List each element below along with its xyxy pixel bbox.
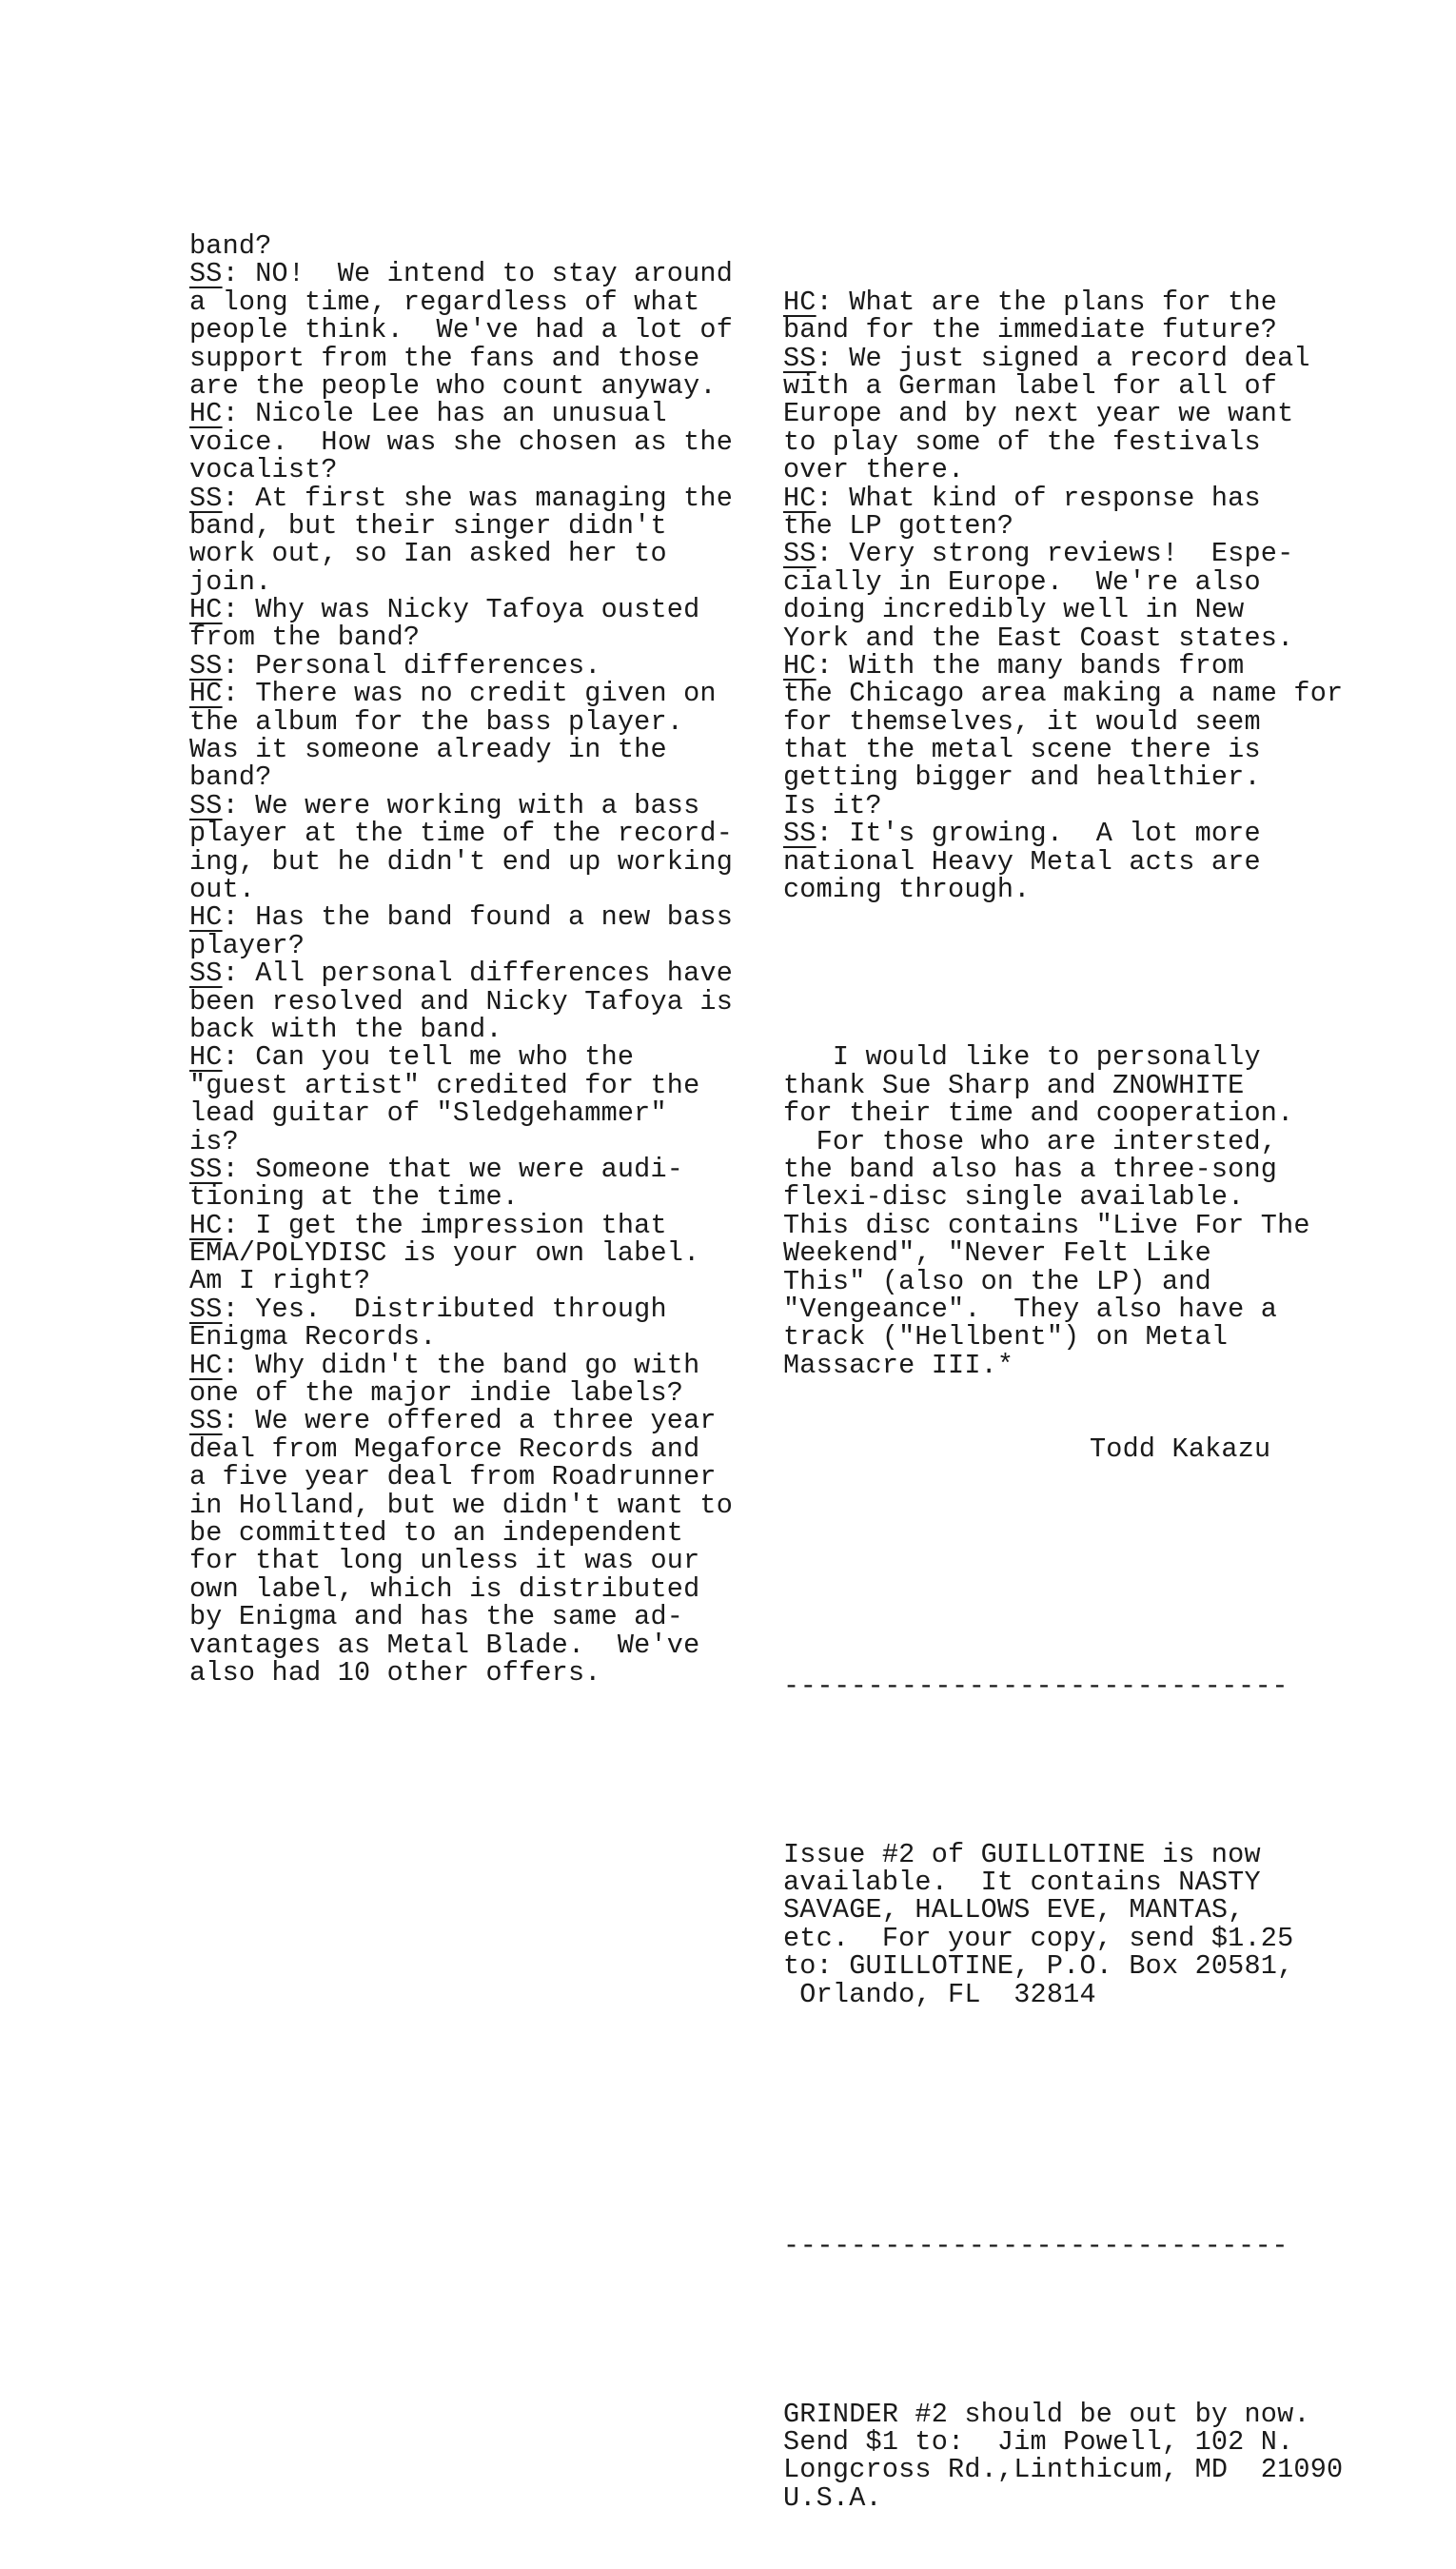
line-text: Enigma Records. (189, 1321, 437, 1354)
speaker-tag: HC (783, 286, 817, 318)
text-line (189, 565, 760, 598)
line-text: also had 10 other offers. (189, 1656, 601, 1689)
line-text: the LP gotten? (783, 509, 1014, 542)
text-line (189, 1572, 760, 1605)
closing-line: "Vengeance". They also have a (783, 1293, 1278, 1325)
line-text: coming through. (783, 874, 1031, 906)
text-line (189, 678, 760, 710)
line-text: : It's growing. A lot more (816, 818, 1261, 850)
text-line (189, 1435, 760, 1463)
line-text: been resolved and Nicky Tafoya is (189, 985, 733, 1018)
speaker-tag: HC (189, 1349, 223, 1381)
text-line (189, 1463, 760, 1491)
closing-line: This disc contains "Live For The (783, 1209, 1310, 1241)
line-text: a long time, regardless of what (189, 286, 700, 318)
text-line (189, 818, 760, 850)
closing-line: flexi-disc single available. (783, 1181, 1245, 1214)
grinder-ad (783, 2398, 1373, 2514)
speaker-tag: HC (189, 398, 223, 430)
line-text: : NO! We intend to stay around (222, 258, 733, 290)
line-text: people think. We've had a lot of (189, 314, 733, 346)
text-line (189, 1656, 760, 1689)
text-line (783, 678, 1373, 710)
text-line (189, 1069, 760, 1101)
line-text: Europe and by next year we want (783, 398, 1294, 430)
divider-2: ------------------------------ (783, 2230, 1289, 2263)
line-text: cially in Europe. We're also (783, 565, 1261, 598)
line-text: : Why didn't the band go with (222, 1349, 700, 1381)
interview-column-left (189, 232, 760, 1687)
speaker-tag: HC (783, 649, 817, 682)
line-text: : At first she was managing the (222, 482, 733, 514)
line-text: a five year deal from Roadrunner (189, 1461, 717, 1493)
closing-line: Massacre III.* (783, 1349, 1014, 1381)
line-text: band for the immediate future? (783, 314, 1278, 346)
line-text: Am I right? (189, 1265, 371, 1297)
line-text: doing incredibly well in New (783, 594, 1245, 626)
line-text: "guest artist" credited for the (189, 1069, 700, 1101)
line-text: player? (189, 929, 305, 961)
closing-line: thank Sue Sharp and ZNOWHITE (783, 1069, 1245, 1101)
text-line (189, 398, 760, 430)
closing-line: track ("Hellbent") on Metal (783, 1321, 1229, 1354)
line-text: Is it? (783, 789, 882, 821)
line-text: Was it someone already in the (189, 734, 667, 766)
ad-line: available. It contains NASTY (783, 1866, 1261, 1898)
text-line (189, 929, 760, 961)
ad-line: GRINDER #2 should be out by now. (783, 2398, 1310, 2430)
text-line (189, 1153, 760, 1185)
ad-line: Longcross Rd.,Linthicum, MD 21090 (783, 2454, 1344, 2486)
line-text: EMA/POLYDISC is your own label. (189, 1237, 700, 1270)
line-text: : Why was Nicky Tafoya ousted (222, 594, 700, 626)
text-line (189, 425, 760, 458)
line-text: York and the East Coast states. (783, 622, 1294, 654)
text-line (189, 1209, 760, 1241)
line-text: to play some of the festivals (783, 425, 1261, 458)
text-line (189, 1545, 760, 1577)
line-text: : With the many bands from (816, 649, 1245, 682)
text-line (189, 1489, 760, 1521)
line-text: : We were offered a three year (222, 1405, 717, 1437)
text-line (783, 288, 1373, 316)
line-text: out. (189, 873, 256, 905)
ad-line: Send $1 to: Jim Powell, 102 N. (783, 2425, 1294, 2458)
line-text: : All personal differences have (222, 958, 733, 990)
line-text: : Nicole Lee has an unusual (222, 398, 667, 430)
text-line (189, 1265, 760, 1297)
line-text: : We just signed a record deal (816, 342, 1310, 374)
speaker-tag: SS (783, 538, 817, 570)
text-line (189, 258, 760, 290)
line-text: getting bigger and healthier. (783, 761, 1261, 794)
line-text: support from the fans and those (189, 342, 700, 374)
text-line (783, 624, 1373, 652)
text-line (783, 538, 1373, 570)
line-text: ing, but he didn't end up working (189, 845, 733, 878)
line-text: deal from Megaforce Records and (189, 1433, 700, 1465)
text-line (189, 1181, 760, 1214)
text-line (189, 316, 760, 344)
line-text: in Holland, but we didn't want to (189, 1489, 733, 1521)
speaker-tag: SS (189, 649, 223, 682)
line-text: is? (189, 1125, 239, 1157)
text-line (189, 1377, 760, 1410)
text-line (783, 818, 1373, 850)
line-text: band, but their singer didn't (189, 509, 667, 542)
text-line (189, 901, 760, 934)
line-text: work out, so Ian asked her to (189, 538, 667, 570)
text-line (783, 734, 1373, 766)
closing-line: For those who are intersted, (783, 1125, 1278, 1157)
text-line (189, 342, 760, 374)
line-text: player at the time of the record- (189, 818, 733, 850)
text-line (783, 509, 1373, 542)
text-line (189, 1237, 760, 1270)
text-line (189, 1631, 760, 1659)
speaker-tag: SS (783, 818, 817, 850)
line-text: voice. How was she chosen as the (189, 425, 733, 458)
divider-1: ------------------------------ (783, 1670, 1289, 1703)
text-line (189, 1125, 760, 1157)
speaker-tag: HC (189, 678, 223, 710)
text-line (189, 509, 760, 542)
line-text: : Personal differences. (222, 649, 601, 682)
line-text: are the people who count anyway. (189, 369, 717, 402)
speaker-tag: HC (189, 1209, 223, 1241)
text-line (189, 705, 760, 738)
line-text: tioning at the time. (189, 1181, 520, 1214)
speaker-tag: SS (189, 482, 223, 514)
ad-line: etc. For your copy, send $1.25 (783, 1922, 1294, 1954)
interview-continuation (783, 288, 1373, 904)
text-line (189, 538, 760, 570)
text-line (189, 873, 760, 905)
text-line (783, 761, 1373, 794)
speaker-tag: HC (189, 901, 223, 934)
speaker-tag: HC (189, 594, 223, 626)
speaker-tag: SS (189, 258, 223, 290)
interview-column-right (783, 232, 1373, 2568)
text-line (189, 734, 760, 766)
text-line (189, 288, 760, 316)
speaker-tag: SS (189, 958, 223, 990)
line-text: : Someone that we were audi- (222, 1153, 684, 1185)
line-text: : There was no credit given on (222, 678, 717, 710)
line-text: with a German label for all of (783, 369, 1278, 402)
text-line (189, 1349, 760, 1381)
line-text: that the metal scene there is (783, 734, 1261, 766)
line-text: for themselves, it would seem (783, 705, 1261, 738)
text-line (189, 1405, 760, 1437)
line-text: by Enigma and has the same ad- (189, 1601, 684, 1633)
line-text: back with the band. (189, 1013, 502, 1045)
text-line (783, 705, 1373, 738)
text-line (783, 649, 1373, 682)
line-text: band? (189, 761, 272, 794)
text-line (189, 232, 760, 260)
text-line (783, 342, 1373, 374)
closing-line: I would like to personally (783, 1041, 1261, 1074)
speaker-tag: HC (783, 482, 817, 514)
line-text: own label, which is distributed (189, 1572, 700, 1605)
text-line (783, 594, 1373, 626)
text-line (189, 1321, 760, 1354)
text-line (189, 594, 760, 626)
line-text: the album for the bass player. (189, 705, 684, 738)
closing-line: the band also has a three-song (783, 1153, 1278, 1185)
line-text: from the band? (189, 622, 421, 654)
closing-line: for their time and cooperation. (783, 1097, 1294, 1130)
line-text: band? (189, 230, 272, 262)
text-line (783, 425, 1373, 458)
text-line (783, 316, 1373, 344)
text-line (189, 958, 760, 990)
text-line (189, 649, 760, 682)
ad-line: U.S.A. (783, 2481, 882, 2514)
line-text: for that long unless it was our (189, 1545, 700, 1577)
text-line (783, 398, 1373, 430)
text-line (189, 1601, 760, 1633)
text-line (783, 565, 1373, 598)
text-line (189, 484, 760, 512)
text-line (189, 456, 760, 484)
text-line (783, 484, 1373, 512)
speaker-tag: HC (189, 1041, 223, 1074)
text-line (189, 1041, 760, 1074)
text-line (189, 761, 760, 794)
closing-line: Weekend", "Never Felt Like (783, 1237, 1211, 1270)
closing-line: This" (also on the LP) and (783, 1265, 1211, 1297)
speaker-tag: SS (189, 1293, 223, 1325)
line-text: national Heavy Metal acts are (783, 845, 1261, 878)
line-text: : What are the plans for the (816, 286, 1278, 318)
speaker-tag: SS (189, 1405, 223, 1437)
line-text: join. (189, 565, 272, 598)
ad-line: Orlando, FL 32814 (783, 1978, 1096, 2010)
line-text: one of the major indie labels? (189, 1377, 684, 1410)
line-text: : We were working with a bass (222, 789, 700, 821)
line-text: the Chicago area making a name for (783, 678, 1344, 710)
line-text: vantages as Metal Blade. We've (189, 1629, 700, 1661)
ad-line: SAVAGE, HALLOWS EVE, MANTAS, (783, 1894, 1245, 1927)
closing-note (783, 1043, 1373, 1379)
text-line (783, 369, 1373, 402)
text-line (783, 789, 1373, 821)
ad-line: to: GUILLOTINE, P.O. Box 20581, (783, 1950, 1294, 1983)
guillotine-ad (783, 1838, 1373, 2010)
line-text: over there. (783, 454, 965, 486)
text-line (189, 622, 760, 654)
text-line (189, 845, 760, 878)
line-text: : Very strong reviews! Espe- (816, 538, 1294, 570)
text-line (189, 789, 760, 821)
line-text: vocalist? (189, 454, 338, 486)
line-text: : Can you tell me who the (222, 1041, 635, 1074)
line-text: lead guitar of "Sledgehammer" (189, 1097, 667, 1130)
speaker-tag: SS (189, 1153, 223, 1185)
line-text: : Has the band found a new bass (222, 901, 733, 934)
line-text: : Yes. Distributed through (222, 1293, 667, 1325)
author-signature: Todd Kakazu (1090, 1433, 1271, 1465)
text-line (189, 369, 760, 402)
text-line (783, 874, 1373, 906)
line-text: be committed to an independent (189, 1516, 684, 1549)
text-line (189, 1516, 760, 1549)
text-line (783, 456, 1373, 484)
line-text: : What kind of response has (816, 482, 1261, 514)
text-line (189, 1097, 760, 1130)
ad-line: Issue #2 of GUILLOTINE is now (783, 1838, 1261, 1870)
text-line (189, 1295, 760, 1323)
speaker-tag: SS (189, 789, 223, 821)
text-line (189, 1013, 760, 1045)
speaker-tag: SS (783, 342, 817, 374)
text-line (189, 985, 760, 1018)
line-text: : I get the impression that (222, 1209, 667, 1241)
text-line (783, 845, 1373, 878)
